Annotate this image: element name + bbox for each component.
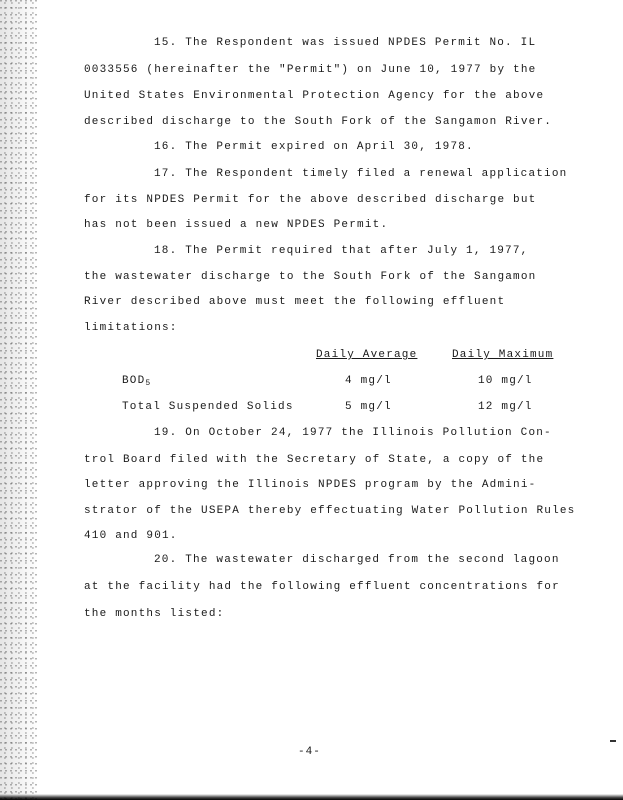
- paragraph-18-line-2: the wastewater discharge to the South Fork of the Sangamon: [84, 271, 537, 283]
- paragraph-19-line-2: trol Board filed with the Secretary of State, a copy of the: [84, 454, 545, 466]
- table-row-bod-maximum: 10 mg/l: [478, 375, 533, 387]
- paragraph-18-line-3: River described above must meet the following effluent: [84, 296, 506, 308]
- table-row-bod-label: [122, 374, 150, 391]
- param-subscript: 5: [145, 379, 151, 388]
- paragraph-16: 16. The Permit expired on April 30, 1978.: [154, 141, 474, 153]
- paragraph-17-line-3: has not been issued a new NPDES Permit.: [84, 219, 389, 231]
- paragraph-19-line-1: 19. On October 24, 1977 the Illinois Pollution Con-: [154, 427, 552, 439]
- page-number: -4-: [298, 746, 321, 758]
- paragraph-18-line-1: 18. The Permit required that after July 1, 1977,: [154, 245, 529, 257]
- paragraph-19-line-5: 410 and 901.: [84, 530, 178, 542]
- paragraph-18-line-4: limitations:: [84, 322, 178, 334]
- paragraph-20-line-2: at the facility had the following effluent concentrations for: [84, 581, 560, 593]
- paragraph-17-line-2: for its NPDES Permit for the above described discharge but: [84, 194, 537, 206]
- table-row-tss-label: Total Suspended Solids: [122, 401, 294, 413]
- scan-mark: [610, 740, 616, 742]
- paragraph-15-line-2: 0033556 (hereinafter the "Permit") on June 10, 1977 by the: [84, 64, 537, 76]
- scan-noise-left-edge: [0, 0, 38, 800]
- table-header-daily-maximum: Daily Maximum: [452, 349, 554, 361]
- paragraph-19-line-4: strator of the USEPA thereby effectuating Water Pollution Rules: [84, 505, 576, 517]
- paragraph-17-line-1: 17. The Respondent timely filed a renewal application: [154, 168, 568, 180]
- paragraph-15-line-3: United States Environmental Protection Agency for the above: [84, 90, 545, 102]
- paragraph-15-line-4: described discharge to the South Fork of the Sangamon River.: [84, 116, 553, 128]
- paragraph-20-line-1: 20. The wastewater discharged from the second lagoon: [154, 554, 560, 566]
- paragraph-15-line-1: 15. The Respondent was issued NPDES Permit No. IL: [154, 37, 537, 49]
- table-row-tss-maximum: 12 mg/l: [478, 401, 533, 413]
- scan-bottom-edge: [0, 794, 623, 800]
- paragraph-20-line-3: the months listed:: [84, 608, 225, 620]
- table-row-tss-average: 5 mg/l: [345, 401, 392, 413]
- paragraph-19-line-3: letter approving the Illinois NPDES program by the Admini-: [84, 479, 537, 491]
- table-header-daily-average: Daily Average: [316, 349, 418, 361]
- param-name: BOD: [122, 375, 146, 387]
- table-row-bod-average: 4 mg/l: [345, 375, 392, 387]
